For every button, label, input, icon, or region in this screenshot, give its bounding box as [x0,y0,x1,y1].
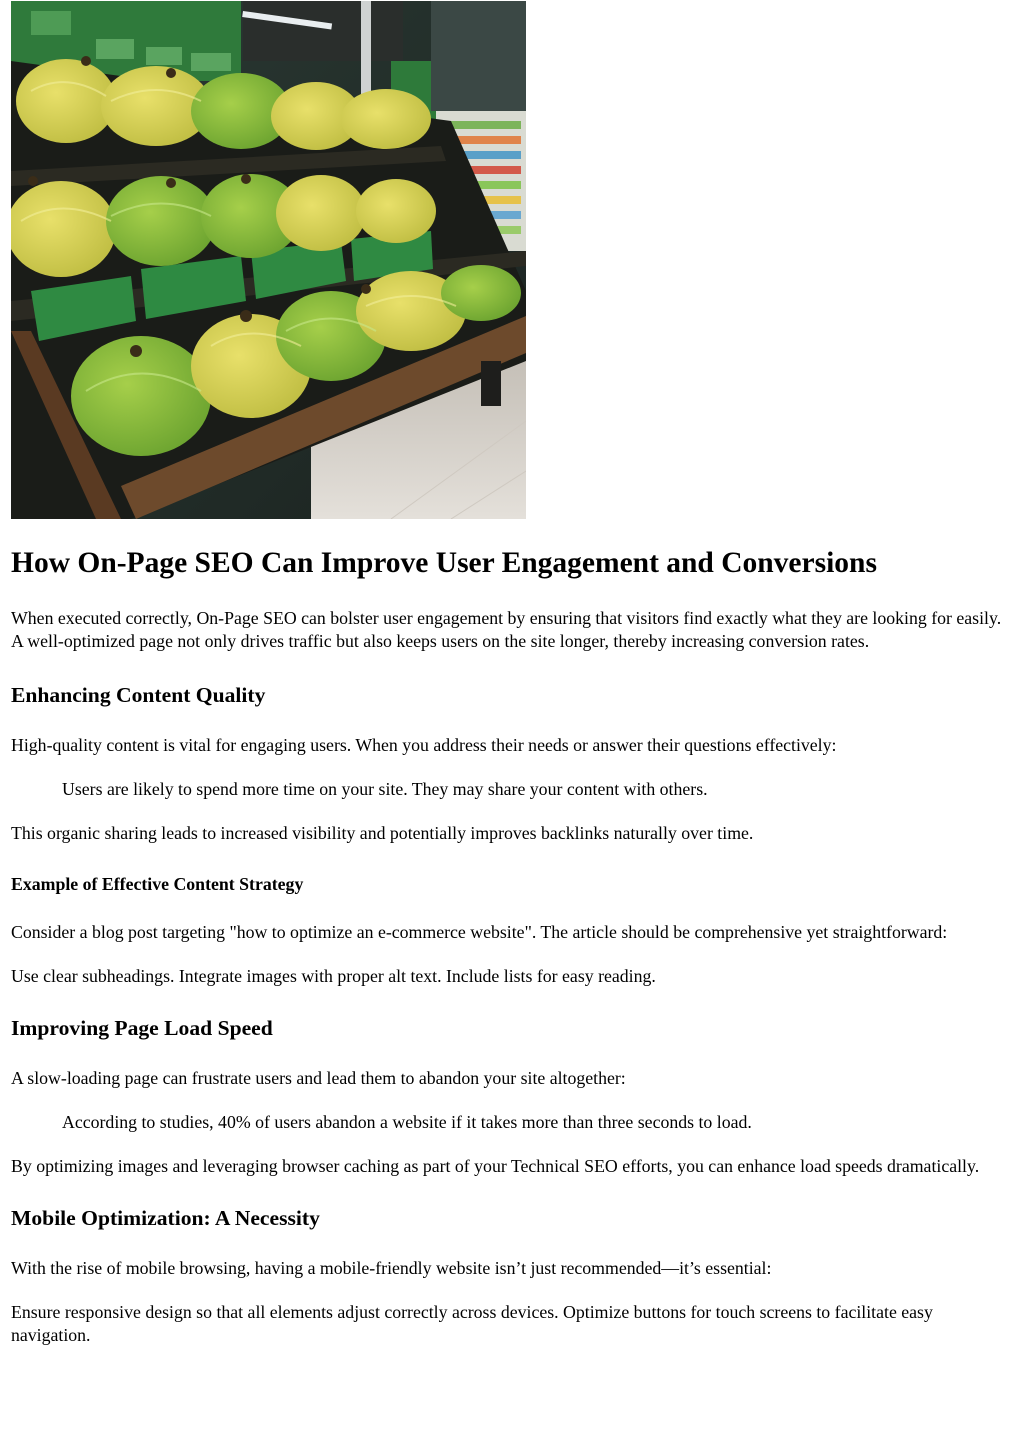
mobile-paragraph-2: Ensure responsive design so that all elements adjust correctly across devices. Optimize buttons for touch screens to facilitate easy navigation. [11,1302,933,1345]
intro-paragraph: When executed correctly, On-Page SEO can bolster user engagement by ensuring that visitors find exactly what they are looking for easily. A well-optimized page not only drives traffic but also keeps users on the site longer, thereby increasing conversion rates. [11,608,1002,651]
content-quote: Users are likely to spend more time on your site. They may share your content with others. [62,779,708,799]
example-paragraph-2: Use clear subheadings. Integrate images with proper alt text. Include lists for easy reading. [11,966,656,986]
speed-paragraph-1: A slow-loading page can frustrate users and lead them to abandon your site altogether: [11,1068,626,1088]
mobile-paragraph-1: With the rise of mobile browsing, having a mobile-friendly website isn’t just recommended—it’s essential: [11,1258,772,1278]
hero-image-bananas [11,1,526,519]
speed-quote: According to studies, 40% of users abandon a website if it takes more than three seconds to load. [62,1112,752,1132]
example-paragraph-1: Consider a blog post targeting "how to optimize an e-commerce website". The article should be comprehensive yet straightforward: [11,922,948,942]
heading-example-content-strategy: Example of Effective Content Strategy [11,874,304,894]
heading-enhancing-content-quality: Enhancing Content Quality [11,683,266,707]
heading-mobile-optimization: Mobile Optimization: A Necessity [11,1206,320,1230]
content-paragraph-2: This organic sharing leads to increased visibility and potentially improves backlinks naturally over time. [11,823,754,843]
speed-paragraph-2: By optimizing images and leveraging browser caching as part of your Technical SEO efforts, you can enhance load speeds dramatically. [11,1156,980,1176]
article-title: How On-Page SEO Can Improve User Engagement and Conversions [11,547,877,579]
heading-improving-page-load-speed: Improving Page Load Speed [11,1016,273,1040]
content-paragraph-1: High-quality content is vital for engaging users. When you address their needs or answer their questions effectively: [11,735,837,755]
